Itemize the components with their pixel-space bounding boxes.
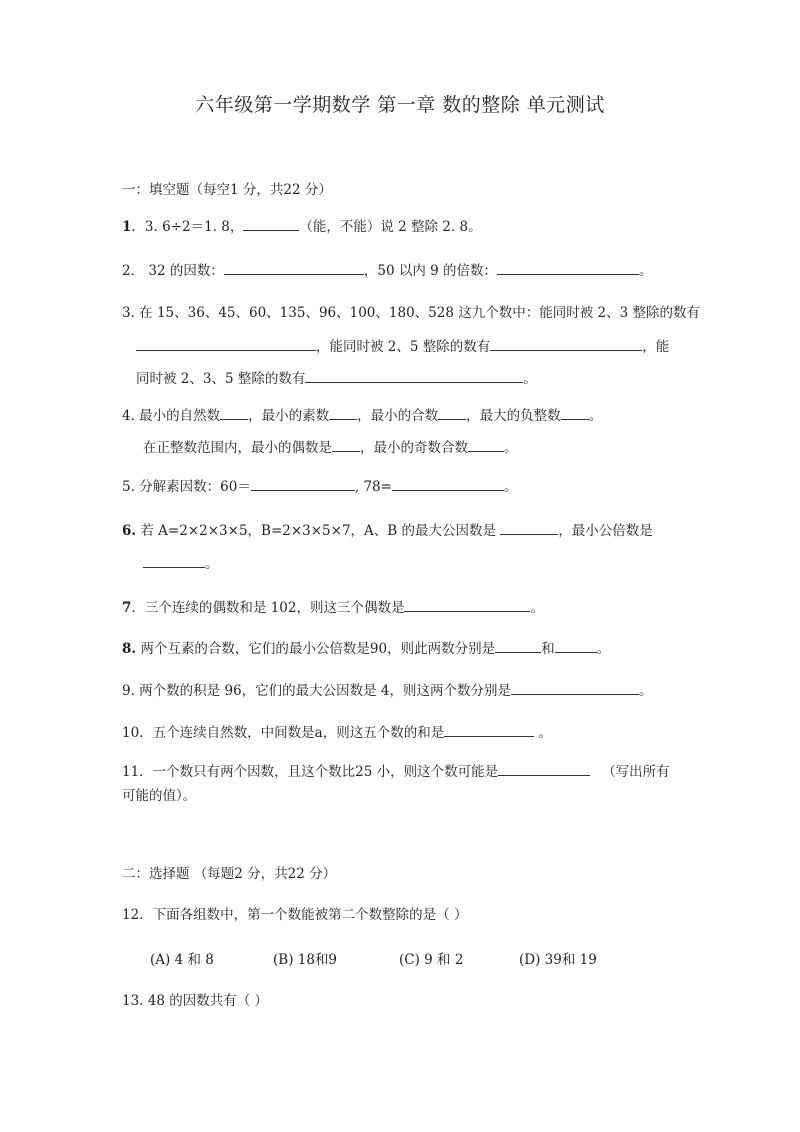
q8-text-c: 。: [596, 641, 611, 657]
q8-blank-2[interactable]: [555, 639, 597, 653]
q4-blank-2[interactable]: [329, 406, 357, 420]
q5-text-b: , 78=: [354, 479, 392, 495]
q2-blank-1[interactable]: [224, 261, 364, 275]
q8-number: 8.: [122, 641, 137, 657]
q6-text-b: ，最小公倍数是: [558, 523, 653, 539]
q2-blank-2[interactable]: [497, 261, 639, 275]
question-3-line-2: [136, 337, 669, 356]
q4-text-a: 4. 最小的自然数: [122, 408, 221, 424]
q6-text-c: 。: [205, 556, 219, 572]
question-9: [122, 681, 653, 700]
question-3-line-1: 3. 在 15、36、45、60、135、96、100、180、528 这九个数中：能同时被 2、3 整除的数有: [122, 305, 700, 321]
question-4-line-1: [122, 406, 602, 425]
q9-text-a: 9. 两个数的积是 96，它们的最大公因数是 4，则这两个数分别是: [122, 683, 512, 699]
question-8: [122, 639, 610, 658]
question-11-line-1: [122, 762, 670, 781]
q8-blank-1[interactable]: [495, 639, 541, 653]
q7-blank[interactable]: [404, 598, 530, 612]
q9-blank[interactable]: [511, 681, 639, 695]
q4-text-f: 在正整数范围内，最小的偶数是: [143, 440, 332, 456]
q6-blank-2[interactable]: [143, 554, 205, 568]
question-5: [122, 477, 517, 496]
q4-text-e: 。: [588, 408, 603, 424]
question-13: 13. 48 的因数共有（ ）: [122, 993, 269, 1009]
q10-text-a: 10．五个连续自然数，中间数是a，则这五个数的和是: [122, 725, 445, 741]
q12-option-a[interactable]: (A) 4 和 8: [150, 952, 214, 968]
question-2: [122, 261, 653, 280]
q1-answer-blank[interactable]: [243, 217, 299, 231]
q12-option-b[interactable]: (B) 18和9: [273, 952, 338, 968]
q4-text-c: ，最小的合数: [357, 408, 439, 424]
q2-text-b: ，50 以内 9 的倍数：: [363, 263, 498, 279]
q11-text-b: （写出所有: [602, 764, 670, 780]
q4-blank-4[interactable]: [561, 406, 589, 420]
q3-blank-2[interactable]: [490, 337, 642, 351]
q4-blank-3[interactable]: [438, 406, 466, 420]
q3-text-d: 同时被 2、3、5 整除的数有: [136, 371, 306, 387]
section1-heading: 一：填空题（每空1 分，共22 分）: [122, 182, 332, 198]
q2-text-c: 。: [639, 263, 653, 279]
q1-text-b: （能，不能）说 2 整除 2. 8。: [299, 219, 482, 235]
q6-number: 6.: [122, 523, 137, 539]
q9-text-b: 。: [639, 683, 653, 699]
q3-text-e: 。: [523, 371, 537, 387]
question-6-line-2: [143, 554, 219, 573]
q4-text-g: ，最小的奇数合数: [360, 440, 468, 456]
q7-text-b: 。: [530, 600, 544, 616]
q7-text-a: ．三个连续的偶数和是 102，则这三个偶数是: [131, 600, 405, 616]
q3-text-b: ，能同时被 2、5 整除的数有: [316, 339, 491, 355]
q7-number: 7: [122, 600, 132, 616]
q6-blank-1[interactable]: [500, 521, 558, 535]
q10-text-b: 。: [534, 725, 553, 741]
q8-text-b: 和: [541, 641, 555, 657]
question-10: [122, 723, 552, 742]
q11-blank[interactable]: [498, 762, 590, 776]
q4-text-d: ，最大的负整数: [466, 408, 561, 424]
q4-blank-6[interactable]: [468, 438, 504, 452]
q5-text-c: 。: [503, 479, 518, 495]
q3-blank-3[interactable]: [305, 369, 523, 383]
question-11-line-2: 可能的值）。: [122, 788, 197, 804]
q10-blank[interactable]: [444, 723, 534, 737]
q5-blank-2[interactable]: [392, 477, 504, 491]
q5-text-a: 5. 分解素因数：60＝: [122, 479, 251, 495]
q4-text-h: 。: [504, 440, 518, 456]
question-4-line-2: [143, 438, 518, 457]
question-7: [122, 598, 544, 617]
q4-blank-1[interactable]: [220, 406, 248, 420]
question-1: [122, 217, 482, 236]
q3-blank-1[interactable]: [136, 337, 316, 351]
q11-text-a: 11．一个数只有两个因数，且这个数比25 小，则这个数可能是: [122, 764, 499, 780]
q6-text-a: 若 A=2×2×3×5，B=2×3×5×7，A、B 的最大公因数是: [136, 523, 501, 539]
q12-option-c[interactable]: (C) 9 和 2: [399, 952, 464, 968]
q5-blank-1[interactable]: [251, 477, 355, 491]
q2-text-a: 2． 32 的因数：: [122, 263, 224, 279]
q1-number: 1: [122, 219, 132, 235]
q12-option-d[interactable]: (D) 39和 19: [519, 952, 597, 968]
q4-text-b: ，最小的素数: [248, 408, 330, 424]
q4-blank-5[interactable]: [332, 438, 360, 452]
question-3-line-3: [136, 369, 537, 388]
q8-text-a: 两个互素的合数，它们的最小公倍数是90，则此两数分别是: [136, 641, 496, 657]
q3-text-c: ，能: [642, 339, 670, 355]
page-title: 六年级第一学期数学 第一章 数的整除 单元测试: [195, 94, 605, 116]
section2-heading: 二：选择题 （每题2 分，共22 分）: [122, 866, 337, 882]
question-12: 12．下面各组数中，第一个数能被第二个数整除的是（ ）: [122, 907, 468, 923]
question-6-line-1: [122, 521, 653, 540]
q1-text-a: ．3. 6÷2＝1. 8，: [131, 219, 244, 235]
